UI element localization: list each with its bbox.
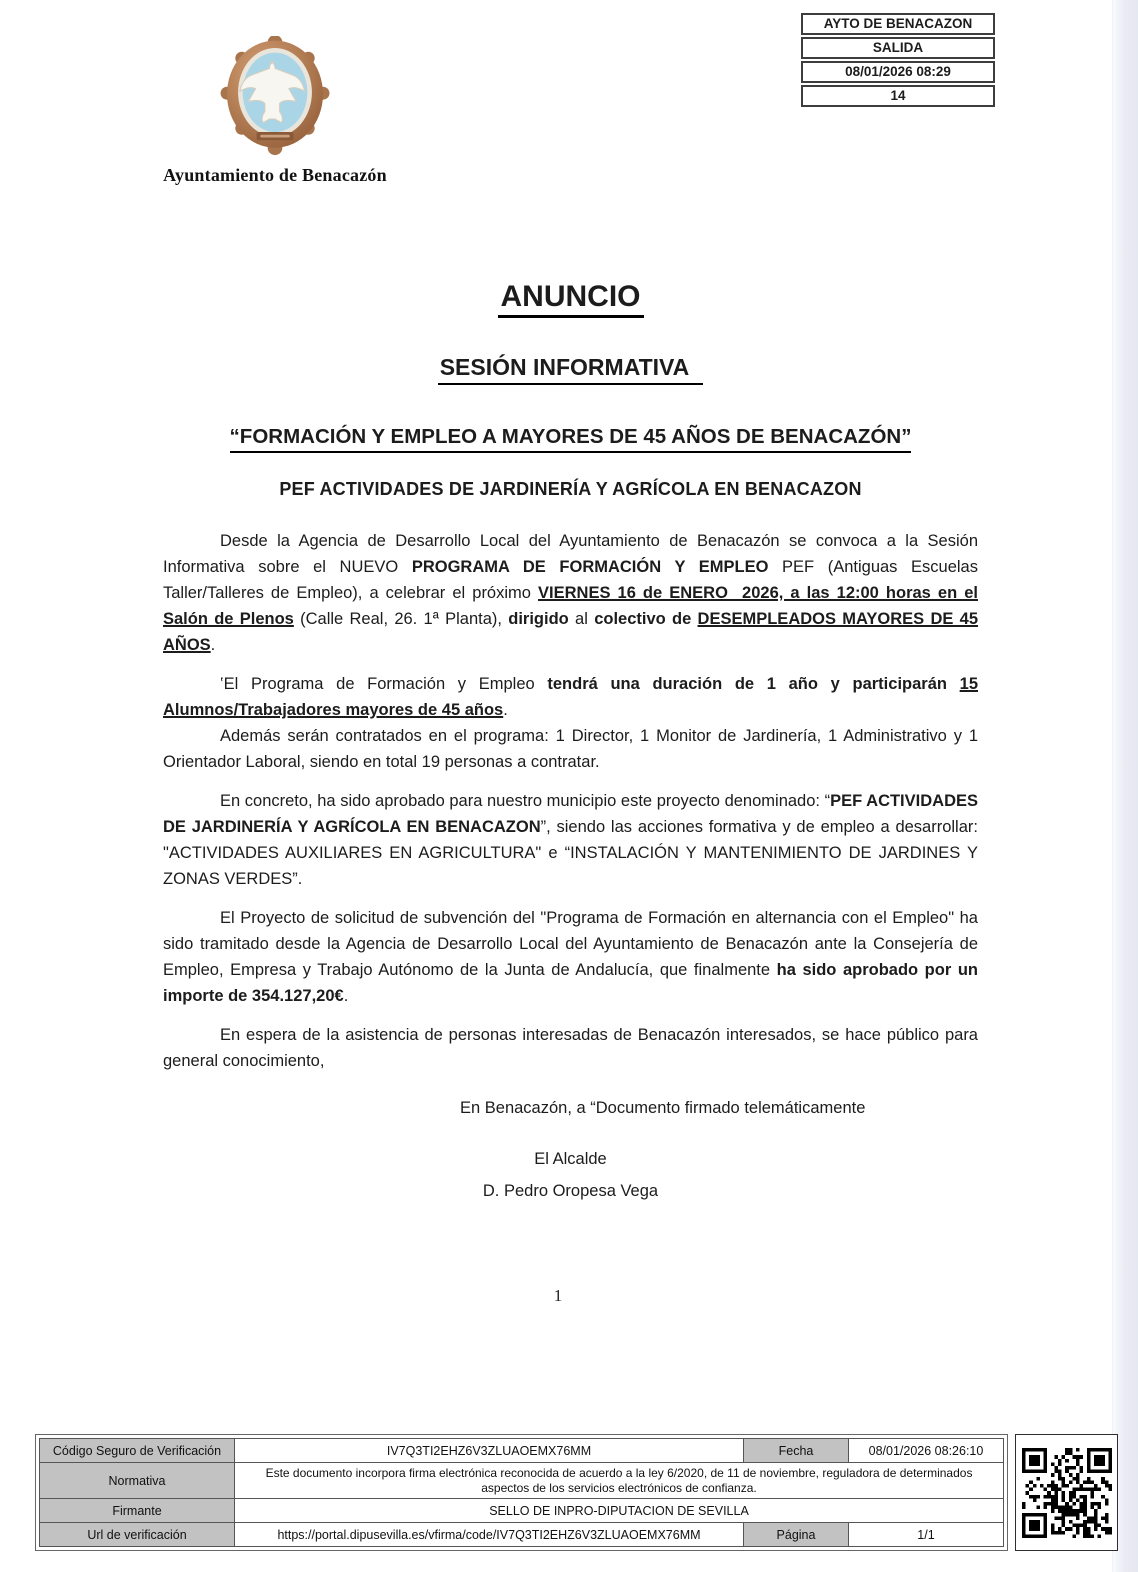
signature-place-line: En Benacazón, a “Documento firmado telemáticamente: [460, 1099, 866, 1117]
fecha-value: 08/01/2026 08:26:10: [849, 1439, 1004, 1463]
paragraphs: [163, 528, 978, 1074]
table-row: [40, 1439, 1004, 1463]
stamp-datetime: 08/01/2026 08:29: [801, 61, 995, 83]
normativa-value: Este documento incorpora firma electrónica reconocida de acuerdo a la ley 6/2020, de 11 de noviembre, reguladora de determinados aspectos de los servicios electrónicos de confianza.: [235, 1463, 1004, 1499]
verification-table: [39, 1438, 1004, 1547]
verification-table-wrap: [35, 1434, 1008, 1551]
coat-of-arms-icon: [219, 36, 331, 156]
signer-name: D. Pedro Oropesa Vega: [482, 1182, 659, 1200]
signer-title: El Alcalde: [534, 1150, 607, 1168]
normativa-label: Normativa: [40, 1463, 235, 1499]
logo-caption: Ayuntamiento de Benacazón: [163, 165, 387, 185]
scan-edge-shadow: [1112, 0, 1138, 1572]
qr-box: [1015, 1434, 1118, 1551]
firmante-label: Firmante: [40, 1499, 235, 1523]
paragraph: ‛El Programa de Formación y Empleo tendrá una duración de 1 año y participarán 15 Alumnos/Trabajadores mayores de 45 años.: [163, 675, 978, 719]
pagina-value: 1/1: [849, 1523, 1004, 1547]
table-row: [40, 1499, 1004, 1523]
stamp-number: 14: [801, 85, 995, 107]
firmante-value: SELLO DE INPRO-DIPUTACION DE SEVILLA: [235, 1499, 1004, 1523]
title-formacion-empleo: “FORMACIÓN Y EMPLEO A MAYORES DE 45 AÑOS DE BENACAZÓN”: [163, 425, 978, 453]
table-row: [40, 1463, 1004, 1499]
title-anuncio: ANUNCIO: [163, 280, 978, 318]
page-number: 1: [553, 1286, 563, 1305]
paragraph: Desde la Agencia de Desarrollo Local del Ayuntamiento de Benacazón se convoca a la Sesión Informativa sobre el NUEVO PROGRAMA DE FORMACIÓN Y EMPLEO PEF (Antiguas Escuelas Taller/Talleres de Empleo), a celebrar el próximo VIERNES 16 de ENERO 2026, a las 12:00 horas en el Salón de Plenos (Calle Real, 26. 1ª Planta), dirigido al colectivo de DESEMPLEADOS MAYORES DE 45 AÑOS.: [163, 532, 979, 654]
pagina-label: Página: [744, 1523, 849, 1547]
title-sesion-informativa: SESIÓN INFORMATIVA: [163, 354, 978, 385]
qr-code-icon: [1022, 1448, 1112, 1538]
paragraph: En concreto, ha sido aprobado para nuestro municipio este proyecto denominado: “PEF ACTIVIDADES DE JARDINERÍA Y AGRÍCOLA EN BENACAZON”, siendo las acciones formativa y de empleo a desarrollar: "ACTIVIDADES AUXILIARES EN AGRICULTURA" e “INSTALACIÓN Y MANTENIMIENTO DE JARDINES Y ZONAS VERDES”.: [163, 792, 978, 888]
registry-stamp: [801, 13, 995, 109]
url-value: https://portal.dipusevilla.es/vfirma/code/IV7Q3TI2EHZ6V3ZLUAOEMX76MM: [235, 1523, 744, 1547]
municipality-logo-block: [146, 36, 404, 186]
fecha-label: Fecha: [744, 1439, 849, 1463]
stamp-entity: AYTO DE BENACAZON: [801, 13, 995, 35]
document-body: [163, 280, 978, 1201]
csv-value: IV7Q3TI2EHZ6V3ZLUAOEMX76MM: [235, 1439, 744, 1463]
csv-label: Código Seguro de Verificación: [40, 1439, 235, 1463]
paragraph: En espera de la asistencia de personas interesadas de Benacazón interesados, se hace público para general conocimiento,: [163, 1026, 978, 1070]
paragraph: Además serán contratados en el programa: 1 Director, 1 Monitor de Jardinería, 1 Administrativo y 1 Orientador Laboral, siendo en total 19 personas a contratar.: [163, 727, 978, 771]
paragraph: El Proyecto de solicitud de subvención del "Programa de Formación en alternancia con el Empleo" ha sido tramitado desde la Agencia de Desarrollo Local del Ayuntamiento de Benacazón ante la Consejería de Empleo, Empresa y Trabajo Autónomo de la Junta de Andalucía, que finalmente ha sido aprobado por un importe de 354.127,20€.: [163, 909, 978, 1005]
url-label: Url de verificación: [40, 1523, 235, 1547]
stamp-type: SALIDA: [801, 37, 995, 59]
verification-footer: [35, 1434, 1118, 1551]
title-pef-actividades: PEF ACTIVIDADES DE JARDINERÍA Y AGRÍCOLA EN BENACAZON: [279, 479, 862, 499]
table-row: [40, 1523, 1004, 1547]
